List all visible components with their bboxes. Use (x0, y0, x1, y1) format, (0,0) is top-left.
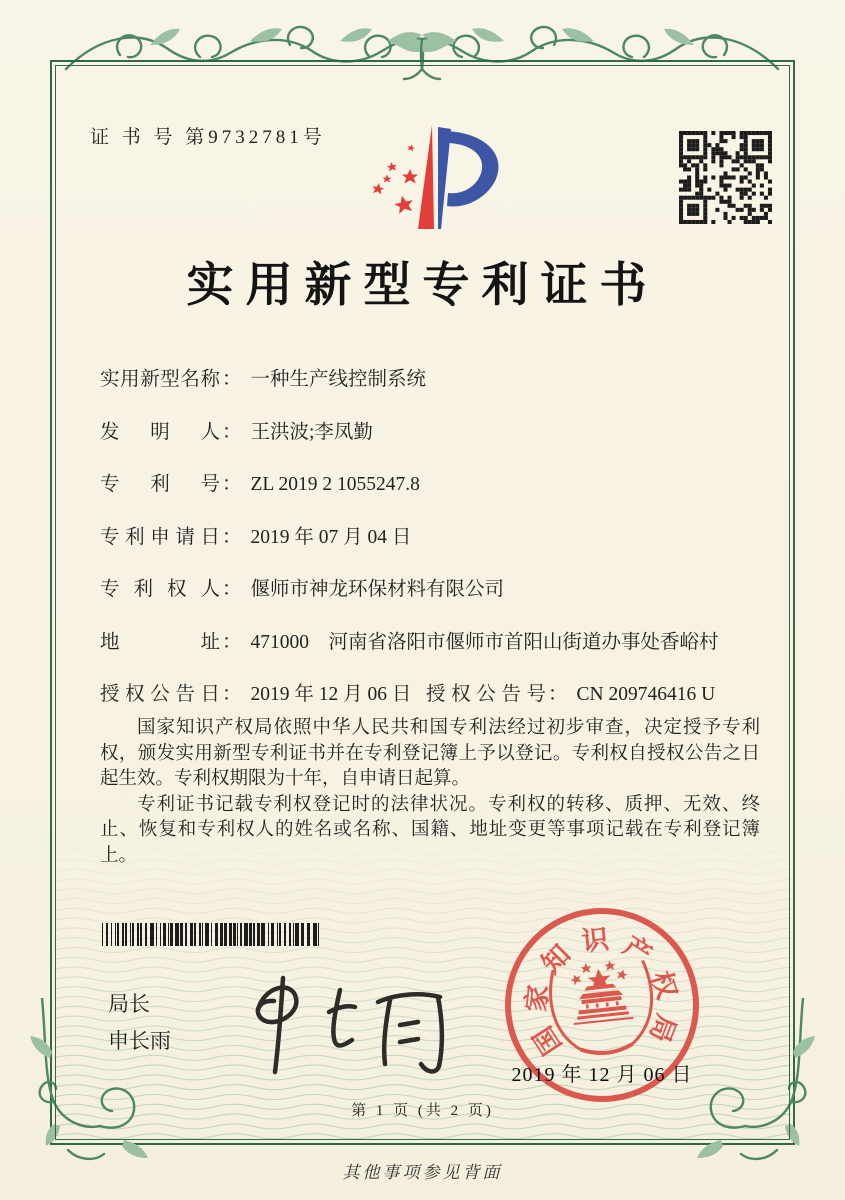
field-value: 2019 年 12 月 06 日 (250, 684, 412, 705)
field-row-filing-date: 专 利 申 请 日 ： 2019 年 07 月 04 日 (100, 526, 412, 548)
svg-text:局: 局 (643, 1010, 682, 1047)
qr-code (679, 131, 772, 224)
field-label: 地 址 (100, 631, 220, 653)
logo-p-bowl (446, 131, 499, 207)
field-value: 王洪波;李凤勤 (250, 421, 373, 443)
back-note: 其他事项参见背面 (342, 1163, 503, 1182)
field-label: 专 利 申 请 日 (100, 526, 220, 548)
director-name: 申长雨 (108, 1030, 171, 1053)
field-row-address: 地 址 ： 471000 河南省洛阳市偃师市首阳山街道办事处香峪村 (100, 631, 719, 653)
body-paragraph-1: 国家知识产权局依照中华人民共和国专利法经过初步审查，决定授予专利权，颁发实用新型专利证书并在专利登记簿上予以登记。专利权自授权公告之日起生效。专利权期限为十年，自申请日起算。 (100, 718, 760, 790)
logo-red-wedge (418, 125, 434, 229)
cnipa-logo (354, 117, 519, 239)
field-row-patent-no: 专 利 号 ： ZL 2019 2 1055247.8 (100, 474, 420, 495)
svg-text:识: 识 (580, 924, 611, 957)
page-indicator: 第 1 页 (共 2 页) (351, 1103, 494, 1119)
field-row-inventor: 发 明 人 ： 王洪波;李凤勤 (100, 421, 373, 443)
svg-text:国: 国 (527, 1020, 568, 1060)
field-row-patentee: 专 利 权 人 ： 偃师市神龙环保材料有限公司 (100, 579, 505, 600)
field-label: 实 用 新 型 名 称 (100, 369, 220, 390)
field-value: ZL 2019 2 1055247.8 (250, 474, 420, 495)
svg-text:知: 知 (535, 938, 577, 980)
certificate-title: 实用新型专利证书 (186, 260, 659, 312)
corner-flourish-right (671, 998, 821, 1168)
field-row-grant: 授 权 公 告 日 ： 2019 年 12 月 06 日 授 权 公 告 号 ： CN 209746416 U (100, 684, 716, 705)
barcode (102, 923, 325, 946)
svg-text:家: 家 (521, 983, 554, 1014)
field-label: 专 利 权 人 (100, 579, 220, 600)
body-paragraph-2: 专利证书记载专利权登记时的法律状况。专利权的转移、质押、无效、终止、恢复和专利权人的姓名或名称、国籍、地址变更等事项记载在专利登记簿上。 (100, 794, 760, 866)
svg-text:权: 权 (645, 967, 683, 1003)
fields (100, 368, 767, 736)
field-value: 471000 河南省洛阳市偃师市首阳山街道办事处香峪村 (250, 631, 719, 653)
field-value: 偃师市神龙环保材料有限公司 (250, 579, 505, 600)
field-label: 发 明 人 (100, 421, 220, 443)
field-label: 授 权 公 告 日 (100, 684, 220, 705)
field-label: 授 权 公 告 号 (426, 684, 546, 705)
field-value: CN 209746416 U (576, 684, 716, 705)
legal-text (100, 716, 760, 870)
field-row-name: 实 用 新 型 名 称 ： 一种生产线控制系统 (100, 369, 427, 390)
certificate-number: 证 书 号 第9732781号 (90, 127, 326, 148)
field-grant-no: 授 权 公 告 号 ： CN 209746416 U (426, 684, 716, 705)
field-value: 一种生产线控制系统 (250, 369, 427, 390)
seal-date: 2019 年 12 月 06 日 (511, 1064, 693, 1086)
certificate-frame (50, 60, 795, 1145)
director-signature (228, 970, 480, 1078)
director-title: 局长 (108, 993, 150, 1016)
logo-stars (371, 143, 418, 214)
field-value: 2019 年 07 月 04 日 (250, 526, 412, 548)
svg-text:产: 产 (617, 930, 657, 971)
corner-flourish-left (24, 998, 174, 1168)
field-label: 专 利 号 (100, 474, 220, 495)
